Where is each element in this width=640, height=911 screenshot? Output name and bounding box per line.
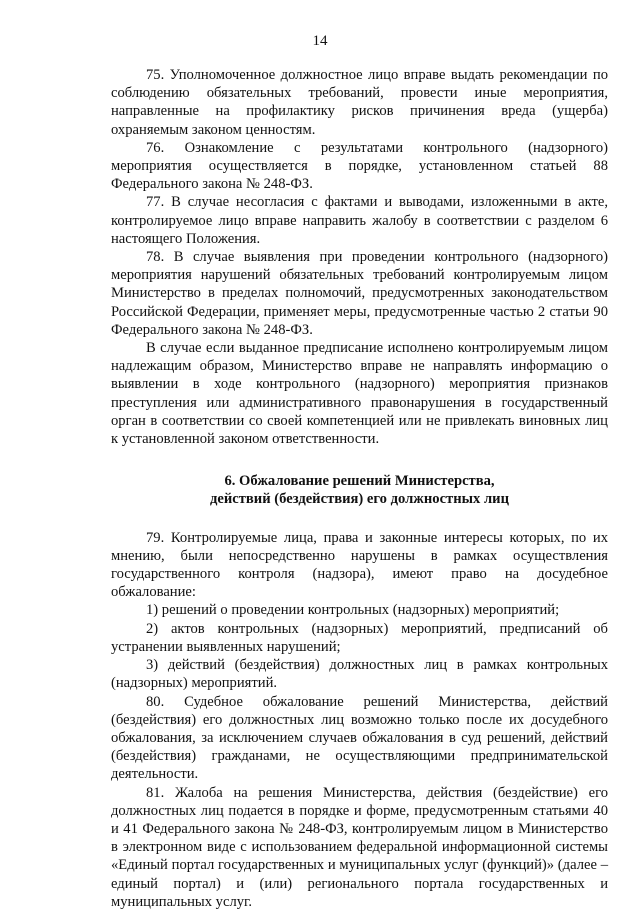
- paragraph-81: 81. Жалоба на решения Министерства, действия (бездействие) его должностных лиц подается в порядке и форме, предусмотренным статьями 40 и 41 Федерального закона № 248-ФЗ, контролируемым лицом в Министерство в электронном виде с использованием федеральной информационной системы «Единый портал государственных и муниципальных услуг (функций)» (далее – единый портал) и (или) регионального портала государственных и муниципальных услуг.: [111, 784, 608, 910]
- section-heading-line-2: действий (бездействия) его должностных лиц: [210, 491, 509, 508]
- paragraph-75: 75. Уполномоченное должностное лицо вправе выдать рекомендации по соблюдению обязательных требований, провести иные мероприятия, направленные на профилактику рисков причинения вреда (ущерба) охраняемым законом ценностям.: [111, 67, 608, 138]
- section-heading: [111, 472, 608, 508]
- page-number: 14: [312, 33, 328, 49]
- document-body: [111, 66, 608, 911]
- list-item-3: 3) действий (бездействия) должностных лиц в рамках контрольных (надзорных) мероприятий.: [111, 657, 608, 692]
- list-item-2: 2) актов контрольных (надзорных) мероприятий, предписаний об устранении выявленных нарушений;: [111, 620, 608, 655]
- paragraph-78: 78. В случае выявления при проведении контрольного (надзорного) мероприятия нарушений обязательных требований контролируемым лицом Министерство в пределах полномочий, предусмотренных законодательством Российской Федерации, применяет меры, предусмотренные частью 2 статьи 90 Федерального закона № 248-ФЗ.: [111, 249, 608, 338]
- section-heading-line-1: 6. Обжалование решений Министерства,: [224, 473, 495, 490]
- paragraph-77: 77. В случае несогласия с фактами и выводами, изложенными в акте, контролируемое лицо вправе направить жалобу в соответствии с разделом 6 настоящего Положения.: [111, 194, 608, 247]
- paragraph-76: 76. Ознакомление с результатами контрольного (надзорного) мероприятия осуществляется в порядке, установленном статьей 88 Федерального закона № 248-ФЗ.: [111, 139, 608, 193]
- paragraph-79: 79. Контролируемые лица, права и законные интересы которых, по их мнению, были непосредственно нарушены в рамках осуществления государственного контроля (надзора), имеют право на досудебное обжалование:: [111, 529, 608, 601]
- paragraph-80: 80. Судебное обжалование решений Министерства, действий (бездействия) его должностных лиц возможно только после их досудебного обжалования, за исключением случаев обжалования в суд решений, действий (бездействия) гражданами, не осуществляющими предпринимательской деятельности.: [111, 693, 608, 783]
- list-item-1: 1) решений о проведении контрольных (надзорных) мероприятий;: [146, 602, 560, 619]
- paragraph-78-continuation: В случае если выданное предписание исполнено контролируемым лицом надлежащим образом, Министерство вправе не направлять информацию о выявлении в ходе контрольного (надзорного) мероприятия признаков преступления или административного правонарушения в государственный орган в соответствии со своей компетенцией или не привлекать виновных лиц к установленной законом ответственности.: [111, 340, 608, 448]
